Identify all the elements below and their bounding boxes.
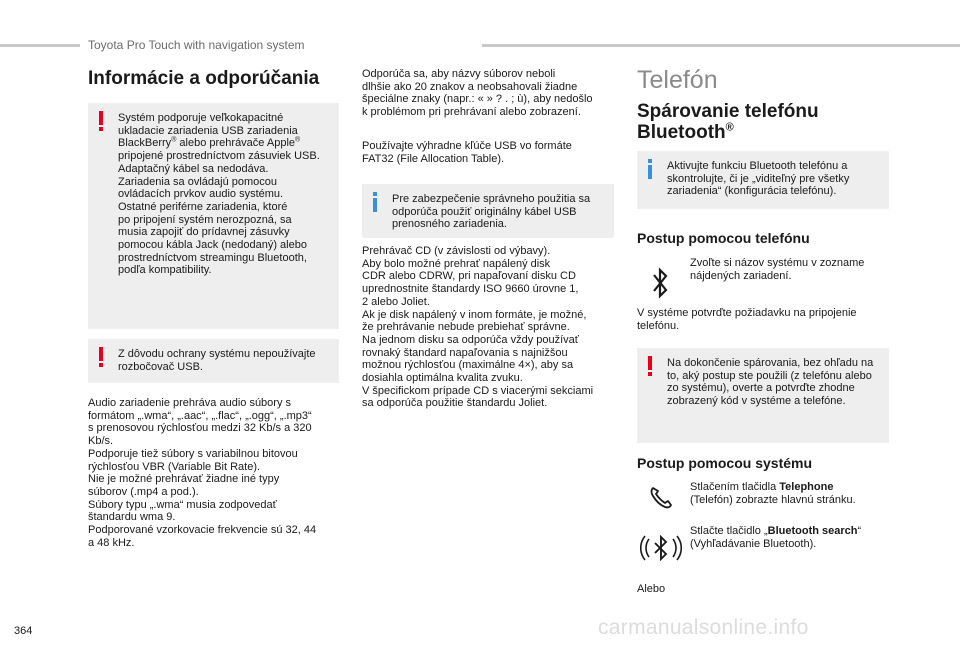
info-text-visibility: Aktivujte funkciu Bluetooth telefónu a skontrolujte, či je „viditeľný pre všetky zariadenia“ (konfigurácia telefónu). [667, 160, 850, 198]
exclamation-icon [96, 110, 106, 132]
info-heading: Informácie a odporúčania [88, 68, 320, 89]
page-number: 364 [14, 625, 33, 637]
filename-advice-text: Odporúča sa, aby názvy súborov neboli dlhšie ako 20 znakov a neobsahovali žiadne špeciálne znaky (napr.: « » ? . ; ù), aby nedošlo k problémom pri prehrávaní alebo zobrazení. [362, 68, 593, 119]
step-press-bluetooth-search: Stlačte tlačidlo „Bluetooth search“ (Vyhľadávanie Bluetooth). [690, 525, 862, 550]
warning-box-usb [88, 103, 339, 329]
header-title: Toyota Pro Touch with navigation system [88, 38, 305, 52]
pairing-heading: Spárovanie telefónu Bluetooth® [637, 101, 819, 143]
step-select-system-name: Zvoľte si názov systému v zozname nájdených zariadení. [690, 257, 865, 282]
sub-heading-system-procedure: Postup pomocou systému [637, 455, 813, 471]
audio-formats-text: Audio zariadenie prehráva audio súbory s formátom „.wma“, „.aac“, „.flac“, „.ogg“, „.mp3“ s prenosovou rýchlosťou medzi 32 Kb/s a 320 Kb/s. Podporuje tiež súbory s variabilnou bitovou rýchlosťou VBR (Variable Bit Rate). Nie je možné prehrávať žiadne iné typy súborov (.mp4 a pod.). Súbory typu „.wma“ musia zodpovedať štandardu wma 9. Podporované vzorkovacie frekvencie sú 32, 44 a 48 kHz. [88, 397, 317, 549]
or-text: Alebo [637, 583, 666, 595]
watermark: carmanualsonline.info [598, 616, 809, 639]
header-rule-left [0, 44, 80, 47]
exclamation-icon [96, 346, 106, 368]
info-icon [370, 191, 380, 213]
info-text-cable: Pre zabezpečenie správneho použitia sa odporúča použiť originálny kábel USB prenosného zariadenia. [392, 193, 591, 231]
exclamation-icon [645, 355, 655, 377]
warning-text-usb: Systém podporuje veľkokapacitné ukladacie zariadenia USB zariadenia BlackBerry® alebo prehrávače Apple® pripojené prostredníctvom zásuviek USB. Adaptačný kábel sa nedodáva. Zariadenia sa ovládajú pomocou ovládacích prvkov audio systému. Ostatné periférne zariadenia, ktoré po pripojení systém nerozpozná, sa musia zapojiť do prídavnej zásuvky pomocou kábla Jack (nedodaný) alebo prostredníctvom streamingu Bluetooth, podľa kompatibility. [118, 112, 320, 277]
bluetooth-search-icon [640, 527, 682, 569]
info-box-cable [362, 184, 614, 238]
phone-handset-icon [646, 482, 676, 512]
confirm-connection-text: V systéme potvrďte požiadavku na pripojenie telefónu. [637, 307, 857, 332]
sub-heading-phone-procedure: Postup pomocou telefónu [637, 230, 810, 246]
header-rule-right [482, 44, 960, 47]
info-box-visibility [637, 151, 889, 209]
warning-box-pairing-code [637, 348, 889, 443]
info-icon [645, 158, 655, 180]
warning-text-pairing-code: Na dokončenie spárovania, bez ohľadu na to, aký postup ste použili (z telefónu alebo zo systému), overte a potvrďte zhodne zobrazený kód v systéme a telefóne. [667, 357, 874, 408]
warning-text-hub: Z dôvodu ochrany systému nepoužívajte rozbočovač USB. [118, 348, 316, 373]
warning-box-hub [88, 339, 339, 383]
cd-player-text: Prehrávač CD (v závislosti od výbavy). Aby bolo možné prehrať napálený disk CDR alebo CDRW, pri napaľovaní disku CD uprednostnite štandardy ISO 9660 úrovne 1, 2 alebo Joliet. Ak je disk napálený v inom formáte, je možné, že prehrávanie nebude prebiehať správne. Na jednom disku sa odporúča vždy používať rovnaký štandard napaľovania s najnižšou možnou rýchlosťou (maximálne 4×), aby sa dosiahla optimálna kvalita zvuku. V špecifickom prípade CD s viacerými sekciami sa odporúča použitie štandardu Joliet. [362, 245, 594, 410]
fat32-text: Používajte výhradne kľúče USB vo formáte FAT32 (File Allocation Table). [362, 140, 572, 165]
bluetooth-icon [647, 266, 673, 300]
step-press-telephone: Stlačením tlačidla Telephone (Telefón) zobrazte hlavnú stránku. [690, 481, 856, 506]
section-title-phone: Telefón [637, 66, 718, 94]
